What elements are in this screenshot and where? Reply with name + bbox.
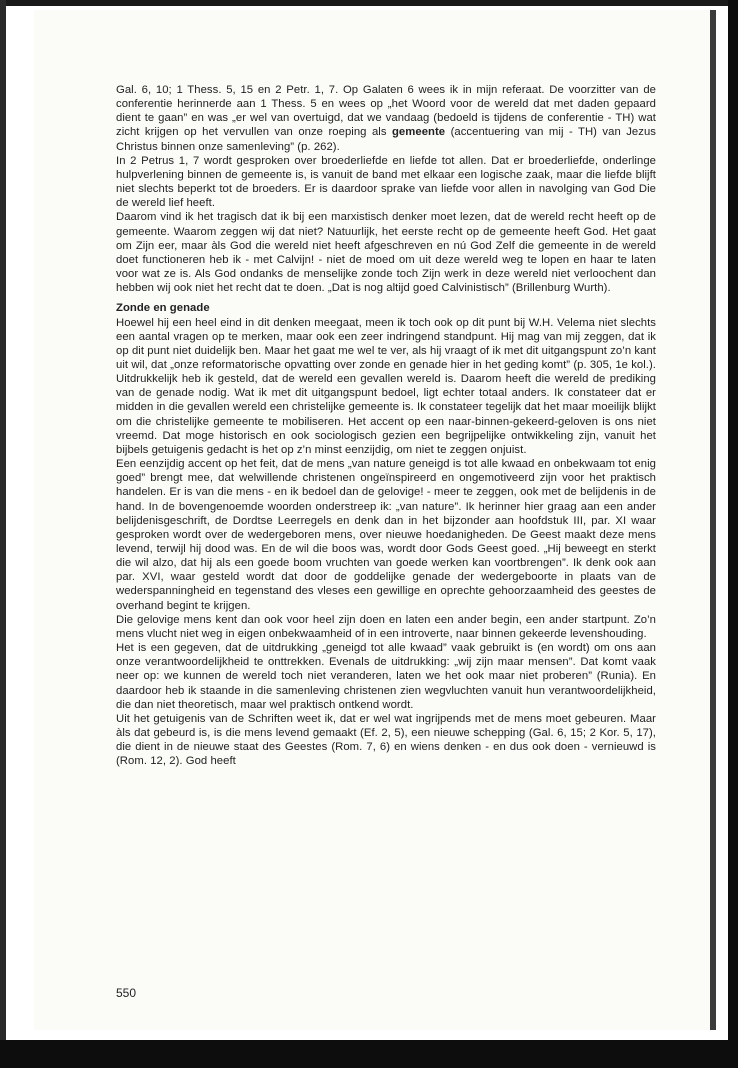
section-heading: Zonde en genade	[116, 302, 210, 315]
scan-right-edge	[728, 0, 738, 1068]
paragraph: In 2 Petrus 1, 7 wordt gesproken over broederliefde en liefde tot allen. Dat er broederliefde, onderlinge hulpverlening binnen de gemeente is, is vanuit de band met elkaar een logische zaak, maar die liefde blijft niet slechts beperkt tot de broeders. Er is daardoor sprake van liefde voor allen in navolging van God Die de wereld lief heeft.	[116, 154, 656, 210]
paragraph	[116, 83, 656, 154]
page-body	[116, 83, 656, 769]
scan-top-edge	[0, 0, 738, 6]
scan-left-edge	[0, 0, 6, 1068]
scan-bottom-edge	[0, 1040, 738, 1068]
paragraph: Daarom vind ik het tragisch dat ik bij een marxistisch denker moet lezen, dat de wereld recht heeft op de gemeente. Waarom zeggen wij dat niet? Natuurlijk, het eerste recht op de gemeente heeft God. Het gaat om Zijn eer, maar àls God die wereld niet heeft afgeschreven en nú God Zelf die gemeente in de wereld doet functioneren heb ik - met Calvijn! - niet de moed om uit deze wereld weg te lopen en haar te laten voor wat ze is. Als God ondanks de menselijke zonde toch Zijn werk in deze wereld niet verloochent dan hebben wij ook niet het recht dat te doen. „Dat is nog altijd goed Calvinistisch” (Brillenburg Wurth).	[116, 211, 656, 295]
paragraph-text: (accentuering van mij - TH) van Jezus Christus binnen onze samenleving” (p. 262).	[116, 126, 656, 153]
paragraph: Die gelovige mens kent dan ook voor heel zijn doen en laten een ander begin, een ander startpunt. Zo’n mens vlucht niet weg in eigen onbekwaamheid of in een introverte, naar binnen gekeerde levenshouding.	[116, 613, 656, 640]
emphasis-term: gemeente	[391, 126, 446, 139]
paragraph: Uit het getuigenis van de Schriften weet ik, dat er wel wat ingrijpends met de mens moet gebeuren. Maar àls dat gebeurd is, is die mens levend gemaakt (Ef. 2, 5), een nieuwe schepping (Gal. 6, 15; 2 Kor. 5, 17), die dient in de nieuwe staat des Geestes (Rom. 7, 6) en wiens denken - en dus ook doen - vernieuwd is (Rom. 12, 2). God heeft	[116, 712, 656, 768]
paragraph-text: Gal. 6, 10; 1 Thess. 5, 15 en 2 Petr. 1, 7. Op Galaten 6 wees ik in mijn referaat. De voorzitter van de conferentie herinnerde aan 1 Thess. 5 en wees op „het Woord voor de wereld dat met daden gepaard dient te gaan” en was „er wel van overtuigd, dat we vandaag (bedoeld is tijdens de conferentie - TH) wat zicht krijgen op het vervullen van onze roeping als	[116, 84, 656, 139]
paragraph: Hoewel hij een heel eind in dit denken meegaat, meen ik toch ook op dit punt bij W.H. Velema niet slechts een aantal vragen op te merken, maar ook een zeer indringend standpunt. Hij mag van mij zeggen, dat ik op dit punt niet duidelijk ben. Maar het gaat me wel te ver, als hij vraagt of ik met dit uitgangspunt zo’n kant uit wil, dat „onze reformatorische opvatting over zonde en genade hier in het geding komt” (p. 305, 1e kol.). Uitdrukkelijk heb ik gesteld, dat de wereld een gevallen wereld is. Daarom heeft die wereld de prediking van de genade nodig. Wat ik met dit uitgangspunt bedoel, ligt echter totaal anders. Ik constateer dat er midden in die gevallen wereld een christelijke gemeente is. Ik constateer tegelijk dat het maar moeilijk blijkt om die christelijke gemeente te mobiliseren. Het accent op een naar-binnen-gekeerd-geloven is ons niet vreemd. Dat moge historisch en ook sociologisch gezien een begrijpelijke ontwikkeling zijn, vanuit het bijbels getuigenis gedacht is het op z’n minst eenzijdig, om niet te zeggen onjuist.	[116, 316, 656, 456]
paragraph: Een eenzijdig accent op het feit, dat de mens „van nature geneigd is tot alle kwaad en onbekwaam tot enig goed” brengt mee, dat welwillende christenen ongeïnspireerd en ongemotiveerd zijn voor het praktisch handelen. Er is van die mens - en ik bedoel dan de gelovige! - meer te zeggen, ook met de belijdenis in de hand. In de bovengenoemde woorden onderstreep ik: „van nature”. Ik herinner hier graag aan een ander belijdenisgeschrift, de Dordtse Leerregels en denk dan in het bijzonder aan hoofdstuk III, par. XI waar gesproken wordt over de wedergeboren mens, over nieuwe hoedanigheden. De Geest maakt deze mens levend, terwijl hij dood was. En de wil die boos was, wordt door Gods Geest goed. „Hij beweegt en sterkt die wil alzo, dat hij als een goede boom vruchten van goede werken kan voortbrengen”. Ik denk ook aan par. XVI, waar gesteld wordt dat door de goddelijke genade der wedergeboorte in plaats van de wederspanningheid en tegenstand des vleses een gewillige en oprechte gehoorzaamheid des geestes de overhand begint te krijgen.	[116, 458, 656, 612]
page-number: 550	[116, 986, 137, 1000]
paragraph: Het is een gegeven, dat de uitdrukking „geneigd tot alle kwaad” vaak gebruikt is (en wordt) om ons aan onze verantwoordelijkheid te onttrekken. Evenals de uitdrukking: „wij zijn maar mensen”. Dat komt vaak neer op: we kunnen de wereld toch niet veranderen, laten we het ook maar niet proberen” (Runia). En daardoor heb ik staande in die samenleving christenen zien wegvluchten vanuit hun verantwoordelijkheid, die dan niet theoretisch, maar wel praktisch ontkend wordt.	[116, 642, 656, 711]
